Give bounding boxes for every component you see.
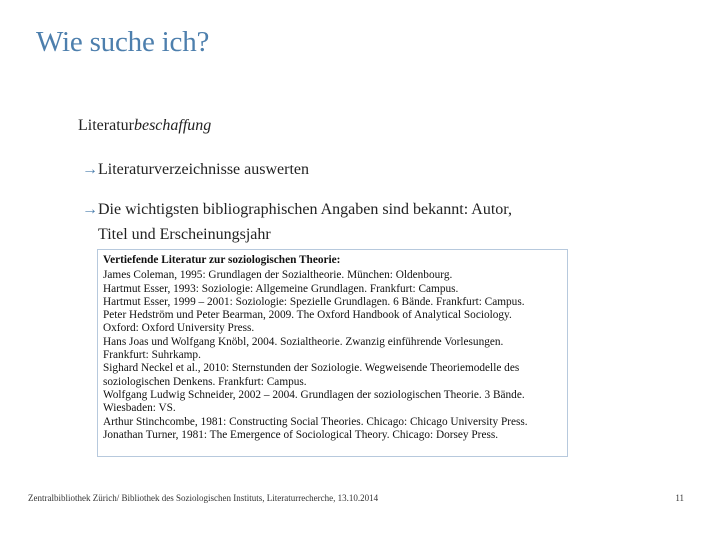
page-number: 11 (675, 493, 684, 503)
reference-line: Hartmut Esser, 1999 – 2001: Soziologie: Spezielle Grundlagen. 6 Bände. Frankfurt: Campus. (103, 295, 525, 308)
arrow-right-icon: → (82, 161, 98, 178)
section-heading-italic: beschaffung (133, 117, 212, 134)
footer-text: Zentralbibliothek Zürich/ Bibliothek des Soziologischen Instituts, Literaturrecherche, 13.10.2014 (28, 493, 379, 503)
reference-line: Sighard Neckel et al., 2010: Sternstunden der Soziologie. Wegweisende Theoriemodelle des (103, 362, 520, 375)
reference-line: Peter Hedström und Peter Bearman, 2009. The Oxford Handbook of Analytical Sociology. (103, 309, 512, 322)
section-heading-plain: Literatur (78, 117, 134, 134)
reference-box-title: Vertiefende Literatur zur soziologischen Theorie: (103, 254, 341, 266)
reference-line: Oxford: Oxford University Press. (103, 322, 255, 335)
reference-line: Hans Joas und Wolfgang Knöbl, 2004. Sozialtheorie. Zwanzig einführende Vorlesungen. (103, 335, 504, 348)
bullet-item (82, 157, 682, 182)
reference-line: Hartmut Esser, 1993: Soziologie: Allgemeine Grundlagen. Frankfurt: Campus. (103, 282, 459, 295)
reference-list-box (97, 249, 568, 457)
reference-line: James Coleman, 1995: Grundlagen der Sozialtheorie. München: Oldenbourg. (103, 269, 453, 282)
reference-line: Arthur Stinchcombe, 1981: Constructing Social Theories. Chicago: Chicago University Press. (103, 415, 528, 428)
section-heading (78, 117, 211, 135)
arrow-right-icon: → (82, 201, 98, 218)
reference-line: Frankfurt: Suhrkamp. (103, 349, 201, 362)
bullet-text-continuation: Titel und Erscheinungsjahr (98, 226, 271, 243)
slide-title: Wie suche ich? (36, 26, 210, 58)
reference-line: Wiesbaden: VS. (103, 402, 176, 415)
bullet-text: Literaturverzeichnisse auswerten (98, 161, 310, 178)
bullet-item (82, 197, 682, 247)
reference-line: Jonathan Turner, 1981: The Emergence of Sociological Theory. Chicago: Dorsey Press. (103, 428, 499, 441)
reference-line: soziologischen Denkens. Frankfurt: Campus. (103, 375, 307, 388)
bullet-text: Die wichtigsten bibliographischen Angaben sind bekannt: Autor, (98, 201, 512, 218)
reference-line: Wolfgang Ludwig Schneider, 2002 – 2004. Grundlagen der soziologischen Theorie. 3 Bände. (103, 388, 525, 401)
